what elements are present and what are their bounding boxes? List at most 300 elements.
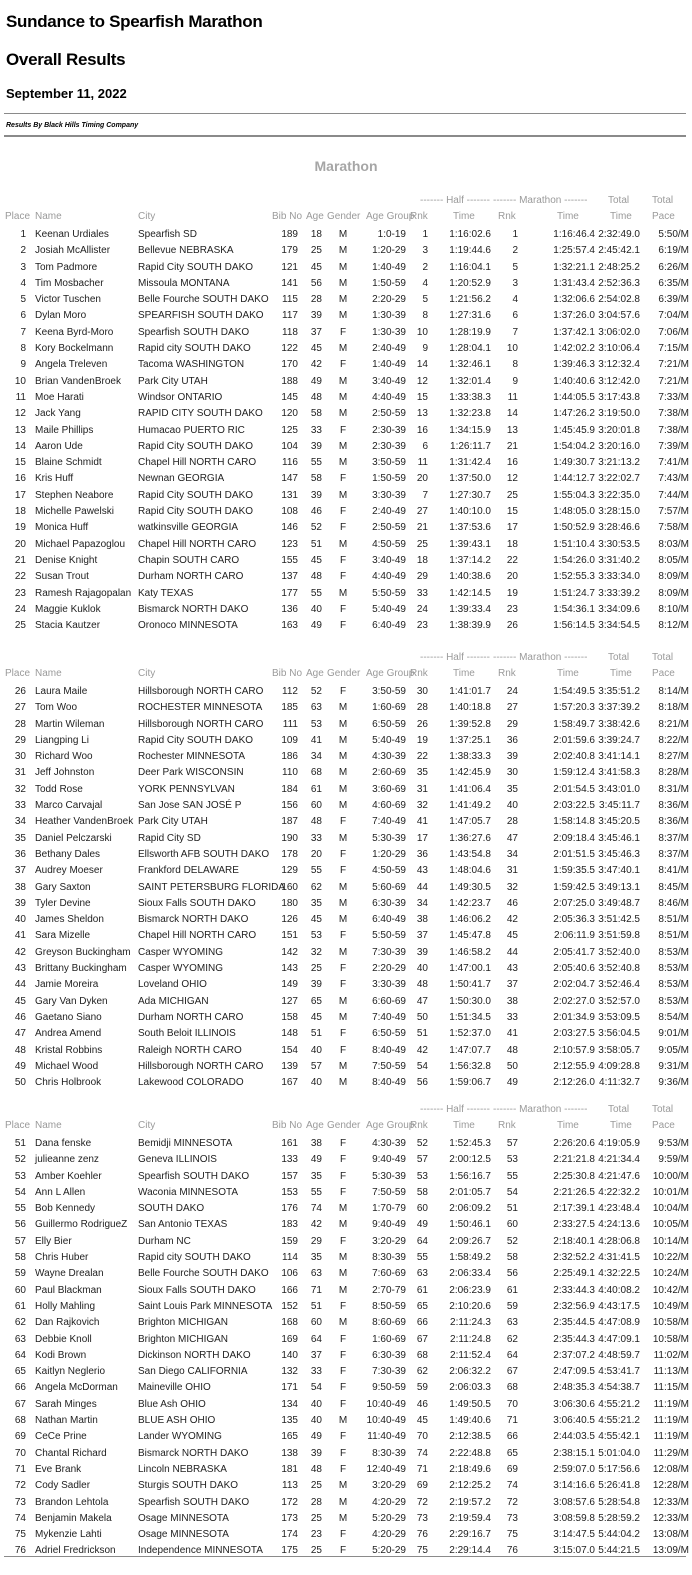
marathon-time-cell: 2:18:40.1 xyxy=(553,1235,595,1247)
marathon-rank-cell: 5 xyxy=(512,261,518,273)
half-rank-cell: 17 xyxy=(416,832,428,844)
bib-cell: 175 xyxy=(281,1545,298,1557)
city-cell: Chapin SOUTH CARO xyxy=(138,554,240,566)
marathon-time-cell: 3:15:07.0 xyxy=(553,1545,595,1557)
bib-cell: 136 xyxy=(281,603,298,615)
total-time-cell: 3:43:01.0 xyxy=(598,783,640,795)
name-cell: Dylan Moro xyxy=(35,310,87,322)
age-cell: 48 xyxy=(310,571,322,583)
name-header: Name xyxy=(35,211,62,222)
age-cell: 42 xyxy=(310,359,322,371)
name-cell: Aaron Ude xyxy=(35,440,83,452)
age-cell: 64 xyxy=(310,1333,322,1345)
gender-cell: F xyxy=(339,979,347,991)
bib-cell: 177 xyxy=(281,587,298,599)
age-cell: 40 xyxy=(310,1044,322,1056)
age-group-cell: 12:40-49 xyxy=(366,1463,406,1475)
total-time-cell: 4:43:17.5 xyxy=(598,1300,640,1312)
city-cell: Brighton MICHIGAN xyxy=(138,1333,229,1345)
half-time-cell: 2:11:24.8 xyxy=(450,1333,491,1345)
table-row xyxy=(0,292,692,308)
gender-cell: M xyxy=(338,1268,348,1280)
age-cell: 46 xyxy=(310,506,322,518)
marathon-time-cell: 2:10:57.9 xyxy=(553,1044,595,1056)
city-cell: Raleigh NORTH CARO xyxy=(138,1044,242,1056)
half-time-cell: 1:39:52.8 xyxy=(449,718,491,730)
city-cell: Rapid City SOUTH DAKO xyxy=(138,734,254,746)
marathon-time-cell: 1:57:20.3 xyxy=(553,702,595,714)
table-row xyxy=(0,977,692,993)
city-cell: Durham NC xyxy=(138,1235,191,1247)
half-rank-cell: 44 xyxy=(416,881,428,893)
age-cell: 25 xyxy=(310,1512,322,1524)
gender-cell: M xyxy=(338,783,348,795)
marathon-time-cell: 2:44:03.5 xyxy=(553,1431,595,1443)
city-cell: Park City UTAH xyxy=(138,816,208,828)
table-row xyxy=(0,765,692,781)
place-header: Place xyxy=(5,668,31,679)
age-cell: 20 xyxy=(310,848,322,860)
age-group-cell: 2:70-79 xyxy=(372,1284,406,1296)
total-pace-cell: 10:01/M xyxy=(652,1186,689,1198)
marathon-time-cell: 1:16:46.4 xyxy=(553,229,595,240)
place-cell: 31 xyxy=(14,767,26,779)
age-cell: 55 xyxy=(310,457,322,469)
name-cell: CeCe Prine xyxy=(35,1431,87,1443)
name-cell: Daniel Pelczarski xyxy=(35,832,112,844)
gender-cell: F xyxy=(339,1447,347,1459)
name-cell: Angela Treleven xyxy=(35,359,108,371)
place-cell: 10 xyxy=(14,375,26,387)
age-cell: 52 xyxy=(310,686,322,697)
age-group-cell: 6:30-39 xyxy=(372,897,406,909)
marathon-rank-cell: 68 xyxy=(506,1382,518,1394)
total-time-cell: 3:30:53.5 xyxy=(598,538,640,550)
gender-cell: M xyxy=(338,408,348,420)
total-pace-cell: 8:53/M xyxy=(658,963,689,975)
table-row xyxy=(0,1511,692,1527)
marathon-time-cell: 1:45:45.9 xyxy=(553,424,595,436)
total-time-header-top: Total xyxy=(608,1104,630,1115)
city-cell: Rapid City SD xyxy=(138,832,201,844)
place-cell: 41 xyxy=(14,930,26,942)
city-cell: Rapid City SOUTH DAKO xyxy=(138,489,254,501)
half-time-header: Time xyxy=(453,668,475,679)
city-cell: Rapid city SOUTH DAKO xyxy=(138,343,251,355)
total-time-cell: 3:06:02.0 xyxy=(598,326,640,338)
table-row xyxy=(0,276,692,292)
age-group-cell: 6:40-49 xyxy=(372,620,406,632)
city-cell: San Jose SAN JOSÉ P xyxy=(138,800,242,812)
total-pace-cell: 11:13/M xyxy=(653,1366,689,1378)
total-pace-header: Pace xyxy=(652,1120,675,1131)
total-time-cell: 3:49:48.7 xyxy=(598,897,640,909)
city-cell: Dickinson NORTH DAKO xyxy=(138,1349,251,1361)
half-time-cell: 1:50:30.0 xyxy=(449,995,491,1007)
total-pace-cell: 10:22/M xyxy=(652,1252,689,1264)
age-group-cell: 3:30-39 xyxy=(372,979,406,991)
half-rank-cell: 37 xyxy=(416,930,428,942)
bib-cell: 120 xyxy=(281,408,298,420)
table-row xyxy=(0,537,692,553)
marathon-rank-cell: 1 xyxy=(512,229,518,240)
city-cell: Park City UTAH xyxy=(138,375,208,387)
half-time-cell: 1:32:46.1 xyxy=(449,359,491,371)
total-pace-cell: 8:10/M xyxy=(658,603,689,615)
marathon-rank-cell: 70 xyxy=(506,1398,518,1410)
bib-cell: 151 xyxy=(281,930,298,942)
total-time-cell: 3:53:09.5 xyxy=(598,1011,640,1023)
place-cell: 58 xyxy=(14,1252,26,1264)
age-group-cell: 5:30-39 xyxy=(372,1170,406,1182)
place-cell: 60 xyxy=(14,1284,26,1296)
name-cell: Bethany Dales xyxy=(35,848,101,860)
age-cell: 28 xyxy=(310,294,322,306)
age-group-cell: 5:40-49 xyxy=(372,734,406,746)
total-time-cell: 3:45:46.3 xyxy=(598,848,640,860)
half-time-cell: 1:46:06.2 xyxy=(449,914,491,926)
half-time-cell: 1:41:49.2 xyxy=(449,800,491,812)
half-rank-cell: 68 xyxy=(416,1349,428,1361)
bib-cell: 171 xyxy=(281,1382,298,1394)
marathon-time-header: Time xyxy=(557,668,579,679)
half-rank-cell: 72 xyxy=(416,1496,428,1508)
table-row xyxy=(0,1446,692,1462)
city-cell: Independence MINNESOTA xyxy=(138,1545,263,1557)
half-rank-cell: 63 xyxy=(416,1268,428,1280)
age-group-cell: 1:60-69 xyxy=(372,1333,406,1345)
name-cell: Dana fenske xyxy=(35,1138,92,1149)
city-cell: Durham NORTH CARO xyxy=(138,571,244,583)
bib-cell: 143 xyxy=(281,963,298,975)
name-cell: Marco Carvajal xyxy=(35,800,103,812)
total-pace-cell: 13:08/M xyxy=(652,1529,689,1541)
gender-cell: M xyxy=(338,1011,348,1023)
half-rank-cell: 60 xyxy=(416,1203,428,1215)
half-time-cell: 2:11:52.4 xyxy=(450,1349,491,1361)
total-time-cell: 3:33:39.2 xyxy=(598,587,640,599)
total-pace-header: Pace xyxy=(652,668,675,679)
table-row xyxy=(0,260,692,276)
marathon-time-cell: 2:33:44.3 xyxy=(553,1284,595,1296)
bib-cell: 152 xyxy=(281,1300,298,1312)
age-header: Age xyxy=(306,1120,324,1131)
age-group-cell: 6:50-59 xyxy=(372,718,406,730)
marathon-rank-cell: 2 xyxy=(512,245,518,257)
city-cell: Sioux Falls SOUTH DAKO xyxy=(138,1284,256,1296)
bib-cell: 112 xyxy=(282,686,298,697)
age-group-cell: 11:40-49 xyxy=(367,1431,406,1443)
age-cell: 54 xyxy=(310,1382,322,1394)
marathon-rank-cell: 31 xyxy=(506,865,518,877)
marathon-rank-cell: 19 xyxy=(506,587,518,599)
city-cell: Hillsborough NORTH CARO xyxy=(138,718,264,730)
age-group-cell: 1:30-39 xyxy=(372,310,406,322)
name-cell: Keena Byrd-Moro xyxy=(35,326,114,338)
marathon-rank-cell: 46 xyxy=(506,897,518,909)
marathon-rank-cell: 15 xyxy=(506,506,518,518)
half-time-cell: 1:40:10.0 xyxy=(449,506,491,518)
gender-cell: F xyxy=(339,1186,347,1198)
name-cell: Paul Blackman xyxy=(35,1284,102,1296)
bib-cell: 117 xyxy=(282,310,298,322)
total-time-cell: 3:38:42.6 xyxy=(598,718,640,730)
city-cell: Oronoco MINNESOTA xyxy=(138,620,238,632)
name-cell: Susan Trout xyxy=(35,571,89,583)
place-cell: 1 xyxy=(20,229,26,240)
marathon-rank-cell: 74 xyxy=(506,1480,518,1492)
marathon-rank-cell: 53 xyxy=(506,1154,518,1166)
half-time-cell: 1:51:34.5 xyxy=(449,1011,491,1023)
half-rank-cell: 10 xyxy=(416,326,428,338)
total-time-cell: 4:47:08.9 xyxy=(598,1317,640,1329)
total-pace-cell: 6:26/M xyxy=(658,261,689,273)
half-time-cell: 1:56:16.7 xyxy=(449,1170,491,1182)
report-title: Sundance to Spearfish Marathon xyxy=(6,12,263,31)
city-cell: Newnan GEORGIA xyxy=(138,473,225,485)
marathon-rank-cell: 69 xyxy=(506,1463,518,1475)
total-pace-cell: 8:53/M xyxy=(658,946,689,958)
bib-cell: 111 xyxy=(282,718,298,730)
age-group-cell: 4:30-39 xyxy=(372,1138,406,1149)
bib-header: Bib No xyxy=(272,1120,303,1131)
age-cell: 39 xyxy=(310,310,322,322)
total-pace-cell: 8:46/M xyxy=(658,897,689,909)
age-cell: 25 xyxy=(310,1545,322,1557)
half-rank-cell: 71 xyxy=(416,1463,428,1475)
age-cell: 60 xyxy=(310,1317,322,1329)
gender-cell: M xyxy=(338,751,348,763)
city-cell: Sioux Falls SOUTH DAKO xyxy=(138,897,256,909)
half-time-cell: 1:16:04.1 xyxy=(449,261,491,273)
bib-cell: 161 xyxy=(281,1138,298,1149)
total-pace-cell: 8:54/M xyxy=(658,1011,689,1023)
half-rank-cell: 25 xyxy=(416,538,428,550)
total-pace-header-top: Total xyxy=(652,652,674,663)
name-cell: Bob Kennedy xyxy=(35,1203,96,1215)
half-time-cell: 1:41:06.4 xyxy=(449,783,491,795)
bib-cell: 183 xyxy=(281,1219,298,1231)
marathon-rank-cell: 56 xyxy=(506,1268,518,1280)
half-time-cell: 1:39:33.4 xyxy=(449,603,491,615)
place-cell: 63 xyxy=(14,1333,26,1345)
total-pace-cell: 9:59/M xyxy=(658,1154,689,1166)
total-time-cell: 5:17:56.6 xyxy=(598,1463,640,1475)
total-pace-cell: 7:06/M xyxy=(658,326,689,338)
age-cell: 60 xyxy=(310,800,322,812)
name-cell: Andrea Amend xyxy=(35,1028,102,1040)
gender-cell: F xyxy=(339,1170,347,1182)
city-cell: Belle Fourche SOUTH DAKO xyxy=(138,1268,269,1280)
total-pace-cell: 8:14/M xyxy=(658,686,689,697)
half-time-cell: 2:06:23.9 xyxy=(449,1284,491,1296)
total-time-cell: 3:33:34.0 xyxy=(598,571,640,583)
marathon-time-cell: 1:40:40.6 xyxy=(553,375,595,387)
bib-cell: 118 xyxy=(282,326,298,338)
half-time-cell: 1:46:58.2 xyxy=(449,946,491,958)
city-cell: Spearfish SOUTH DAKO xyxy=(138,1496,250,1508)
half-rank-cell: 46 xyxy=(416,1398,428,1410)
place-cell: 67 xyxy=(14,1398,26,1410)
half-rank-cell: 13 xyxy=(416,408,428,420)
gender-cell: F xyxy=(339,603,347,615)
half-time-cell: 1:37:25.1 xyxy=(449,734,491,746)
age-cell: 39 xyxy=(310,440,322,452)
city-cell: Hillsborough NORTH CARO xyxy=(138,1060,264,1072)
place-cell: 11 xyxy=(15,391,26,403)
name-cell: Ramesh Rajagopalan xyxy=(35,587,132,599)
marathon-rank-cell: 52 xyxy=(506,1235,518,1247)
name-cell: Tyler Devine xyxy=(35,897,91,909)
marathon-time-cell: 1:44:12.7 xyxy=(553,473,595,485)
age-cell: 23 xyxy=(310,1529,322,1541)
age-group-cell: 7:40-49 xyxy=(372,816,406,828)
half-time-cell: 2:10:20.6 xyxy=(449,1300,491,1312)
half-time-cell: 1:42:14.5 xyxy=(449,587,491,599)
half-rank-cell: 29 xyxy=(416,571,428,583)
bib-cell: 122 xyxy=(281,343,298,355)
gender-cell: F xyxy=(339,424,347,436)
total-time-cell: 3:28:15.0 xyxy=(598,506,640,518)
half-rank-cell: 6 xyxy=(422,440,428,452)
half-rank-cell: 5 xyxy=(422,294,428,306)
age-cell: 49 xyxy=(310,1154,322,1166)
marathon-time-cell: 2:02:40.8 xyxy=(553,751,595,763)
age-cell: 35 xyxy=(310,1170,322,1182)
half-rank-cell: 11 xyxy=(417,457,428,469)
total-time-cell: 3:52:40.8 xyxy=(598,963,640,975)
total-time-cell: 3:58:05.7 xyxy=(598,1044,640,1056)
total-time-cell: 2:32:49.0 xyxy=(598,229,640,240)
age-cell: 33 xyxy=(310,1366,322,1378)
gender-cell: M xyxy=(338,538,348,550)
total-time-cell: 3:45:11.7 xyxy=(599,800,640,812)
bib-cell: 163 xyxy=(281,620,298,632)
name-cell: Jack Yang xyxy=(35,408,81,420)
total-pace-header: Pace xyxy=(652,211,675,222)
bib-cell: 179 xyxy=(281,245,298,257)
city-cell: Ellsworth AFB SOUTH DAKO xyxy=(138,848,270,860)
marathon-time-cell: 1:48:05.0 xyxy=(553,506,595,518)
marathon-time-cell: 1:47:26.2 xyxy=(553,408,595,420)
bib-cell: 141 xyxy=(281,277,298,289)
age-group-cell: 4:30-39 xyxy=(372,751,406,763)
place-cell: 9 xyxy=(20,359,26,371)
name-cell: Wayne Drealan xyxy=(35,1268,104,1280)
marathon-time-cell: 1:31:43.4 xyxy=(553,277,595,289)
name-cell: Kristal Robbins xyxy=(35,1044,103,1056)
place-cell: 54 xyxy=(14,1186,26,1198)
name-cell: Kory Bockelmann xyxy=(35,343,114,355)
city-cell: Bellevue NEBRASKA xyxy=(138,245,234,257)
half-rank-cell: 33 xyxy=(416,587,428,599)
gender-cell: F xyxy=(339,1398,347,1410)
bib-cell: 170 xyxy=(281,359,298,371)
half-rank-cell: 27 xyxy=(416,506,428,518)
marathon-time-cell: 2:35:44.5 xyxy=(553,1317,595,1329)
age-group-header: Age Group xyxy=(366,211,415,222)
age-cell: 40 xyxy=(310,1077,322,1089)
half-time-cell: 1:40:38.6 xyxy=(449,571,491,583)
age-cell: 57 xyxy=(310,1060,322,1072)
marathon-time-cell: 2:47:09.5 xyxy=(553,1366,595,1378)
marathon-rank-cell: 26 xyxy=(506,620,518,632)
place-cell: 2 xyxy=(20,245,26,257)
total-pace-cell: 8:12/M xyxy=(658,620,689,632)
marathon-rank-cell: 24 xyxy=(506,686,518,697)
total-pace-cell: 10:58/M xyxy=(652,1317,689,1329)
name-cell: Tom Padmore xyxy=(35,261,98,273)
bib-cell: 149 xyxy=(281,979,298,991)
total-pace-header-top: Total xyxy=(652,1104,674,1115)
gender-cell: M xyxy=(338,343,348,355)
gender-cell: M xyxy=(338,310,348,322)
age-group-cell: 1:20-29 xyxy=(372,848,406,860)
place-cell: 62 xyxy=(14,1317,26,1329)
age-cell: 58 xyxy=(310,473,322,485)
table-row xyxy=(0,406,692,422)
table-row xyxy=(0,243,692,259)
total-pace-cell: 10:42/M xyxy=(652,1284,689,1296)
age-group-header: Age Group xyxy=(366,668,415,679)
place-header: Place xyxy=(5,211,31,222)
city-header: City xyxy=(138,1120,156,1131)
half-time-cell: 2:09:26.7 xyxy=(449,1235,491,1247)
gender-cell: F xyxy=(339,1300,347,1312)
bib-cell: 147 xyxy=(281,473,298,485)
half-rank-cell: 4 xyxy=(422,277,428,289)
place-cell: 6 xyxy=(20,310,26,322)
age-cell: 45 xyxy=(310,914,322,926)
name-cell: Richard Woo xyxy=(35,751,93,763)
marathon-rank-cell: 45 xyxy=(506,930,518,942)
marathon-rank-cell: 33 xyxy=(506,1011,518,1023)
age-group-cell: 5:20-29 xyxy=(372,1545,406,1557)
total-time-cell: 3:22:35.0 xyxy=(598,489,640,501)
name-cell: Adriel Fredrickson xyxy=(35,1545,116,1557)
name-cell: Dan Rajkovich xyxy=(35,1317,100,1329)
age-cell: 55 xyxy=(310,1186,322,1198)
gender-cell: M xyxy=(338,1415,348,1427)
bib-cell: 184 xyxy=(281,783,298,795)
city-cell: Chapel Hill NORTH CARO xyxy=(138,457,257,469)
place-cell: 21 xyxy=(14,554,26,566)
name-cell: Denise Knight xyxy=(35,554,98,566)
place-cell: 32 xyxy=(14,783,26,795)
city-cell: Lincoln NEBRASKA xyxy=(138,1463,227,1475)
name-cell: Kris Huff xyxy=(35,473,74,485)
bib-cell: 159 xyxy=(281,1235,298,1247)
marathon-time-cell: 2:02:04.7 xyxy=(553,979,595,991)
city-cell: Spearfish SD xyxy=(138,229,197,240)
place-cell: 37 xyxy=(14,865,26,877)
place-cell: 52 xyxy=(14,1154,26,1166)
half-rank-cell: 28 xyxy=(416,702,428,714)
age-cell: 55 xyxy=(310,865,322,877)
marathon-rank-cell: 6 xyxy=(512,310,518,322)
city-cell: Missoula MONTANA xyxy=(138,277,230,289)
name-cell: Todd Rose xyxy=(35,783,83,795)
name-cell: Guillermo RodrigueZ xyxy=(35,1219,128,1231)
half-rank-cell: 15 xyxy=(416,391,428,403)
half-rank-cell: 66 xyxy=(416,1317,428,1329)
place-cell: 70 xyxy=(14,1447,26,1459)
age-group-cell: 9:50-59 xyxy=(372,1382,406,1394)
table-row xyxy=(0,341,692,357)
total-time-cell: 3:47:40.1 xyxy=(598,865,640,877)
marathon-rank-cell: 36 xyxy=(506,734,518,746)
gender-cell: F xyxy=(339,554,347,566)
